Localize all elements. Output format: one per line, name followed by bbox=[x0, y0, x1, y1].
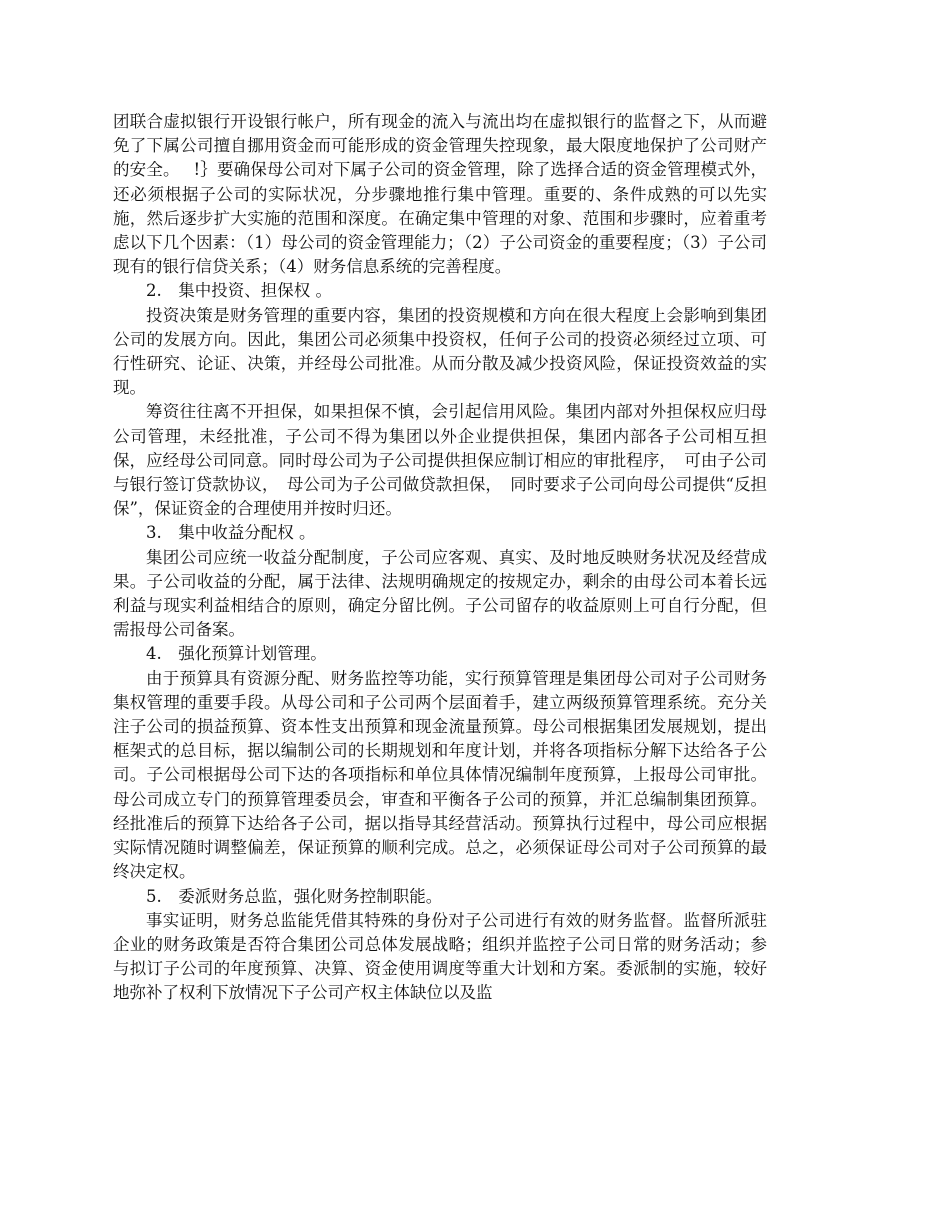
paragraph-guarantee: 筹资往往离不开担保，如果担保不慎，会引起信用风险。集团内部对外担保权应归母公司管理，未经批准，子公司不得为集团以外企业提供担保，集团内部各子公司相互担保，应经母公司同意。同时母公司为子公司提供担保应制订相应的审批程序， 可由子公司与银行签订贷款协议， 母公司为子公司做贷款担保， 同时要求子公司向母公司提供“反担保”，保证资金的合理使用并按时归还。 bbox=[113, 402, 767, 519]
section-heading-profit-distribution: 3. 集中收益分配权 。 bbox=[146, 523, 316, 543]
section-heading-budget: 4. 强化预算计划管理。 bbox=[146, 644, 327, 664]
section-heading-investment-guarantee: 2. 集中投资、担保权 。 bbox=[146, 281, 332, 301]
paragraph-profit-distribution: 集团公司应统一收益分配制度，子公司应客观、真实、及时地反映财务状况及经营成果。子公司收益的分配，属于法律、法规明确规定的按规定办，剩余的由母公司本着长远利益与现实利益相结合的原则，确定分留比例。子公司留存的收益原则上可自行分配，但需报母公司备案。 bbox=[113, 547, 767, 640]
paragraph-budget: 由于预算具有资源分配、财务监控等功能，实行预算管理是集团母公司对子公司财务集权管理的重要手段。从母公司和子公司两个层面着手，建立两级预算管理系统。充分关注子公司的损益预算、资本性支出预算和现金流量预算。母公司根据集团发展规划，提出框架式的总目标，据以编制公司的长期规划和年度计划，并将各项指标分解下达给各子公司。子公司根据母公司下达的各项指标和单位具体情况编制年度预算，上报母公司审批。母公司成立专门的预算管理委员会，审查和平衡各子公司的预算，并汇总编制集团预算。经批准后的预算下达给各子公司，据以指导其经营活动。预算执行过程中，母公司应根据实际情况随时调整偏差，保证预算的顺利完成。总之，必须保证母公司对子公司预算的最终决定权。 bbox=[113, 668, 767, 882]
paragraph-capital-management: 团联合虚拟银行开设银行帐户，所有现金的流入与流出均在虚拟银行的监督之下，从而避免了下属公司擅自挪用资金而可能形成的资金管理失控现象，最大限度地保护了公司财产的安全。 !｝要确保母公司对下属子公司的资金管理，除了选择合适的资金管理模式外，还必须根据子公司的实际状况，分步骤地推行集中管理。重要的、条件成熟的可以先实施，然后逐步扩大实施的范围和深度。在确定集中管理的对象、范围和步骤时，应着重考虑以下几个因素：（1）母公司的资金管理能力；（2）子公司资金的重要程度；（3）子公司现有的银行信贷关系；（4）财务信息系统的完善程度。 bbox=[113, 112, 767, 277]
paragraph-investment: 投资决策是财务管理的重要内容，集团的投资规模和方向在很大程度上会影响到集团公司的发展方向。因此，集团公司必须集中投资权，任何子公司的投资必须经过立项、可行性研究、论证、决策，并经母公司批准。从而分散及减少投资风险，保证投资效益的实现。 bbox=[113, 305, 767, 398]
section-heading-financial-director: 5. 委派财务总监，强化财务控制职能。 bbox=[146, 886, 443, 906]
paragraph-financial-director: 事实证明，财务总监能凭借其特殊的身份对子公司进行有效的财务监督。监督所派驻企业的财务政策是否符合集团公司总体发展战略；组织并监控子公司日常的财务活动；参与拟订子公司的年度预算、决算、资金使用调度等重大计划和方案。委派制的实施，较好地弥补了权利下放情况下子公司产权主体缺位以及监 bbox=[113, 910, 767, 1003]
document-page bbox=[113, 110, 767, 1006]
